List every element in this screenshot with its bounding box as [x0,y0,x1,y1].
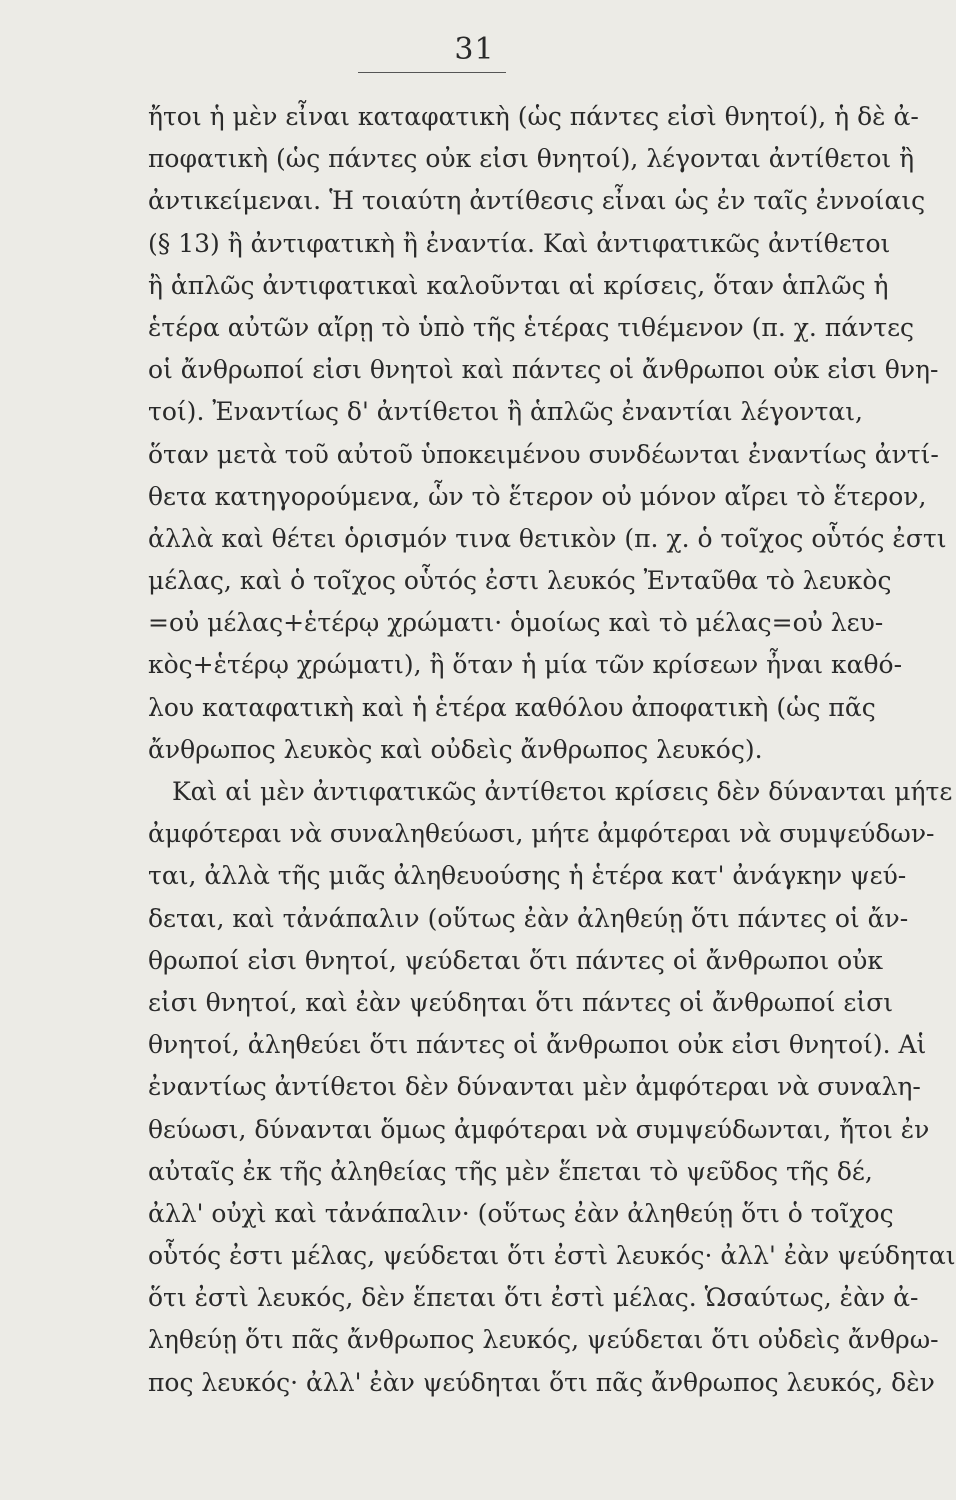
text-line: εἰσι θνητοί, καὶ ἐὰν ψεύδηται ὅτι πάντες οἱ ἄνθρωποί εἰσι [148,987,894,1017]
text-line: ἤτοι ἡ μὲν εἶναι καταφατικὴ (ὡς πάντες εἰσὶ θνητοί), ἡ δὲ ἀ- [148,102,919,131]
text-line: ποφατικὴ (ὡς πάντες οὐκ εἰσι θνητοί), λέγονται ἀντίθετοι ἢ [148,144,915,174]
text-line: ληθεύῃ ὅτι πᾶς ἄνθρωπος λευκός, ψεύδεται ὅτι οὐδεὶς ἄνθρω- [148,1325,939,1355]
text-line: μέλας, καὶ ὁ τοῖχος οὗτός ἐστι λευκός Ἐνταῦθα τὸ λευκὸς [148,566,892,596]
text-line: ἐναντίως ἀντίθετοι δὲν δύνανται μὲν ἀμφότεραι νὰ συναλη- [148,1072,921,1102]
text-line: πος λευκός· ἀλλ' ἐὰν ψεύδηται ὅτι πᾶς ἄνθρωπος λευκός, δὲν [148,1367,935,1397]
text-line: Καὶ αἱ μὲν ἀντιφατικῶς ἀντίθετοι κρίσεις δὲν δύνανται μήτε [172,777,953,806]
text-line: θνητοί, ἀληθεύει ὅτι πάντες οἱ ἄνθρωποι οὐκ εἰσι θνητοί). Αἱ [148,1030,927,1060]
text-line: (§ 13) ἢ ἀντιφατικὴ ἢ ἐναντία. Καὶ ἀντιφατικῶς ἀντίθετοι [148,228,891,258]
text-line: θεύωσι, δύνανται ὅμως ἀμφότεραι νὰ συμψεύδωνται, ἤτοι ἐν [148,1114,930,1144]
text-line: ἢ ἁπλῶς ἀντιφατικαὶ καλοῦνται αἱ κρίσεις, ὅταν ἁπλῶς ἡ [148,270,889,300]
text-line: κὸς+ἑτέρῳ χρώματι), ἢ ὅταν ἡ μία τῶν κρίσεων ἦναι καθό- [148,650,903,680]
text-line: οὗτός ἐστι μέλας, ψεύδεται ὅτι ἐστὶ λευκός· ἀλλ' ἐὰν ψεύδηται [148,1241,956,1271]
text-line: ἀλλὰ καὶ θέτει ὁρισμόν τινα θετικὸν (π. χ. ὁ τοῖχος οὗτός ἐστι [148,523,947,553]
text-line: =οὐ μέλας+ἑτέρῳ χρώματι· ὁμοίως καὶ τὸ μέλας=οὐ λευ- [148,608,884,638]
text-line: ὅτι ἐστὶ λευκός, δὲν ἕπεται ὅτι ἐστὶ μέλας. Ὡσαύτως, ἐὰν ἀ- [148,1283,919,1313]
page-number: 31 [454,32,495,67]
header-rule [358,72,506,73]
text-line: ἑτέρα αὐτῶν αἴρῃ τὸ ὑπὸ τῆς ἑτέρας τιθέμενον (π. χ. πάντες [148,312,915,342]
body-text [148,96,956,1404]
text-line: θετα κατηγορούμενα, ὧν τὸ ἕτερον οὐ μόνον αἴρει τὸ ἕτερον, [148,481,927,511]
text-line: ὅταν μετὰ τοῦ αὐτοῦ ὑποκειμένου συνδέωνται ἐναντίως ἀντί- [148,439,939,469]
text-line: λου καταφατικὴ καὶ ἡ ἑτέρα καθόλου ἀποφατικὴ (ὡς πᾶς [148,692,876,722]
text-line: ται, ἀλλὰ τῆς μιᾶς ἀληθευούσης ἡ ἑτέρα κατ' ἀνάγκην ψεύ- [148,861,907,891]
text-line: ἀλλ' οὐχὶ καὶ τἀνάπαλιν· (οὕτως ἐὰν ἀληθεύῃ ὅτι ὁ τοῖχος [148,1198,894,1228]
text-line: τοί). Ἐναντίως δ' ἀντίθετοι ἢ ἁπλῶς ἐναντίαι λέγονται, [148,397,863,427]
text-line: ἀντικείμεναι. Ἡ τοιαύτη ἀντίθεσις εἶναι ὡς ἐν ταῖς ἐννοίαις [148,186,926,216]
text-line: θρωποί εἰσι θνητοί, ψεύδεται ὅτι πάντες οἱ ἄνθρωποι οὐκ [148,945,883,975]
text-line: ἄνθρωπος λευκὸς καὶ οὐδεὶς ἄνθρωπος λευκός). [148,734,763,764]
text-line: αὐταῖς ἐκ τῆς ἀληθείας τῆς μὲν ἕπεται τὸ ψεῦδος τῆς δέ, [148,1156,873,1186]
text-line: δεται, καὶ τἀνάπαλιν (οὕτως ἐὰν ἀληθεύῃ ὅτι πάντες οἱ ἄν- [148,903,909,933]
text-line: οἱ ἄνθρωποί εἰσι θνητοὶ καὶ πάντες οἱ ἄνθρωποι οὐκ εἰσι θνη- [148,355,939,385]
text-line: ἀμφότεραι νὰ συναληθεύωσι, μήτε ἀμφότεραι νὰ συμψεύδων- [148,819,935,849]
